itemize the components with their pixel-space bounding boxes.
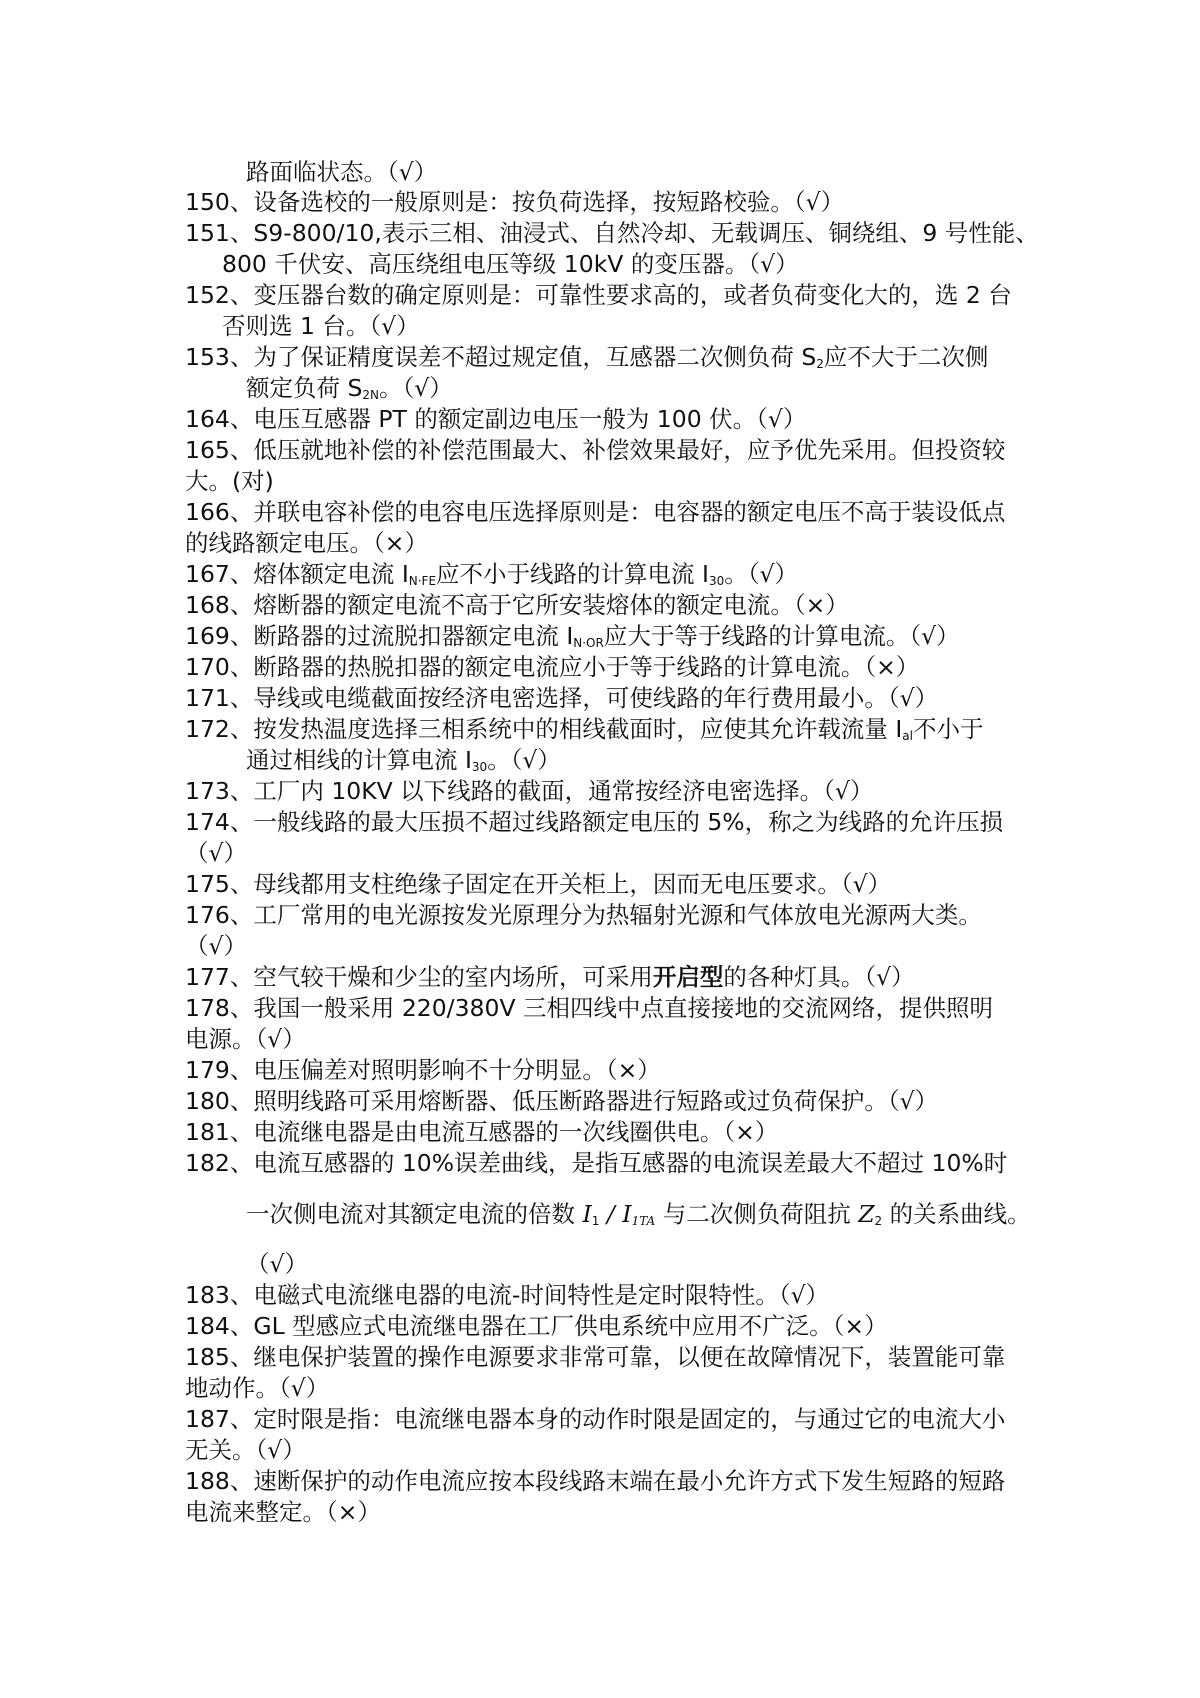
- text-segment: 177、空气较干燥和少尘的室内场所，可采用: [185, 963, 653, 991]
- text-line: 176、工厂常用的电光源按发光原理分为热辐射光源和气体放电光源两大类。: [185, 901, 982, 929]
- subscript: al: [902, 729, 913, 743]
- text-line: 否则选 1 台。（√）: [222, 312, 420, 340]
- text-line: 路面临状态。（√）: [246, 158, 438, 186]
- text-line: 地动作。（√）: [185, 1374, 330, 1402]
- text-segment: 。（√）: [487, 746, 561, 774]
- text-line: 151、S9-800/10,表示三相、油浸式、自然冷却、无载调压、铜绕组、9 号性能、: [185, 219, 1039, 247]
- text-line: [246, 746, 561, 781]
- text-segment: 172、按发热温度选择三相系统中的相线截面时，应使其允许载流量 I: [185, 715, 903, 743]
- text-segment: 应不小于线路的计算电流 I: [436, 560, 709, 588]
- text-line: 178、我国一般采用 220/380V 三相四线中点直接接地的交流网络，提供照明: [185, 994, 993, 1022]
- text-line: 800 千伏安、高压绕组电压等级 10kV 的变压器。（√）: [222, 250, 799, 278]
- text-segment: 的关系曲线。: [882, 1200, 1031, 1228]
- text-line: 188、速断保护的动作电流应按本段线路末端在最小允许方式下发生短路的短路: [185, 1467, 1006, 1495]
- text-line: 171、导线或电缆截面按经济电密选择，可使线路的年行费用最小。（√）: [185, 684, 939, 712]
- text-segment: 与二次侧负荷阻抗: [655, 1200, 859, 1228]
- text-line: 165、低压就地补偿的补偿范围最大、补偿效果最好，应予优先采用。但投资较: [185, 436, 1006, 464]
- text-line: 185、继电保护装置的操作电源要求非常可靠，以便在故障情况下，装置能可靠: [185, 1343, 1006, 1371]
- math-variable: Z: [858, 1200, 875, 1228]
- subscript: 2N: [362, 388, 380, 402]
- text-line: 180、照明线路可采用熔断器、低压断路器进行短路或过负荷保护。（√）: [185, 1087, 939, 1115]
- text-segment: 通过相线的计算电流 I: [246, 746, 472, 774]
- text-segment: 应大于等于线路的计算电流。（√）: [603, 622, 960, 650]
- text-line: 181、电流继电器是由电流互感器的一次线圈供电。（×）: [185, 1118, 779, 1146]
- text-segment: 一次侧电流对其额定电流的倍数: [246, 1200, 583, 1228]
- text-segment: 的各种灯具。（√）: [723, 963, 915, 991]
- text-line: 174、一般线路的最大压损不超过线路额定电压的 5%，称之为线路的允许压损: [185, 808, 1004, 836]
- text-line: [185, 715, 983, 750]
- text-line: [185, 622, 960, 657]
- text-line: [185, 560, 798, 595]
- math-variable: I: [622, 1200, 632, 1228]
- subscript: 1TA: [631, 1214, 656, 1228]
- text-line: 168、熔断器的额定电流不高于它所安装熔体的额定电流。（×）: [185, 591, 849, 619]
- text-line: 170、断路器的热脱扣器的额定电流应小于等于线路的计算电流。（×）: [185, 653, 920, 681]
- text-line: （√）: [185, 932, 247, 960]
- text-segment: 169、断路器的过流脱扣器额定电流 I: [185, 622, 574, 650]
- text-line: 164、电压互感器 PT 的额定副边电压一般为 100 伏。（√）: [185, 405, 807, 433]
- text-segment: 额定负荷 S: [246, 374, 363, 402]
- text-segment: 应不大于二次侧: [823, 343, 989, 371]
- subscript: 2: [816, 357, 824, 371]
- text-line: （√）: [185, 839, 247, 867]
- text-line: [246, 1200, 1031, 1235]
- math-variable: I: [582, 1200, 592, 1228]
- text-segment: 153、为了保证精度误差不超过规定值，互感器二次侧负荷 S: [185, 343, 817, 371]
- text-line: 电流来整定。（×）: [185, 1498, 381, 1526]
- text-line: 183、电磁式电流继电器的电流-时间特性是定时限特性。（√）: [185, 1281, 830, 1309]
- text-line: 无关。（√）: [185, 1436, 306, 1464]
- subscript: N·FE: [408, 574, 437, 588]
- text-line: （√）: [246, 1250, 308, 1278]
- text-line: 大。(对): [185, 467, 274, 495]
- text-segment: 167、熔体额定电流 I: [185, 560, 409, 588]
- text-line: 152、变压器台数的确定原则是：可靠性要求高的，或者负荷变化大的，选 2 台: [185, 281, 1012, 309]
- bold-term: 开启型: [652, 963, 724, 991]
- text-line: 150、设备选校的一般原则是：按负荷选择，按短路校验。（√）: [185, 188, 845, 216]
- text-line: 电源。（√）: [185, 1025, 306, 1053]
- text-line: 175、母线都用支柱绝缘子固定在开关柜上，因而无电压要求。（√）: [185, 870, 892, 898]
- text-line: [185, 963, 915, 991]
- text-line: 187、定时限是指：电流继电器本身的动作时限是固定的，与通过它的电流大小: [185, 1405, 1006, 1433]
- text-line: [246, 374, 453, 409]
- math-operator: /: [599, 1200, 623, 1228]
- text-line: 182、电流互感器的 10%误差曲线，是指互感器的电流误差最大不超过 10%时: [185, 1149, 1008, 1177]
- subscript: 2: [874, 1214, 883, 1228]
- text-segment: 不小于: [912, 715, 984, 743]
- text-line: 184、GL 型感应式电流继电器在工厂供电系统中应用不广泛。（×）: [185, 1312, 888, 1340]
- text-line: 173、工厂内 10KV 以下线路的截面，通常按经济电密选择。（√）: [185, 777, 874, 805]
- text-line: 179、电压偏差对照明影响不十分明显。（×）: [185, 1056, 661, 1084]
- subscript: 1: [591, 1214, 600, 1228]
- text-line: 的线路额定电压。（×）: [185, 529, 428, 557]
- text-line: 166、并联电容补偿的电容电压选择原则是：电容器的额定电压不高于装设低点: [185, 498, 1006, 526]
- subscript: 30: [708, 574, 725, 588]
- text-line: [185, 343, 988, 378]
- subscript: N·OR: [573, 636, 604, 650]
- subscript: 30: [471, 760, 488, 774]
- text-segment: 。（√）: [379, 374, 453, 402]
- text-segment: 。（√）: [724, 560, 798, 588]
